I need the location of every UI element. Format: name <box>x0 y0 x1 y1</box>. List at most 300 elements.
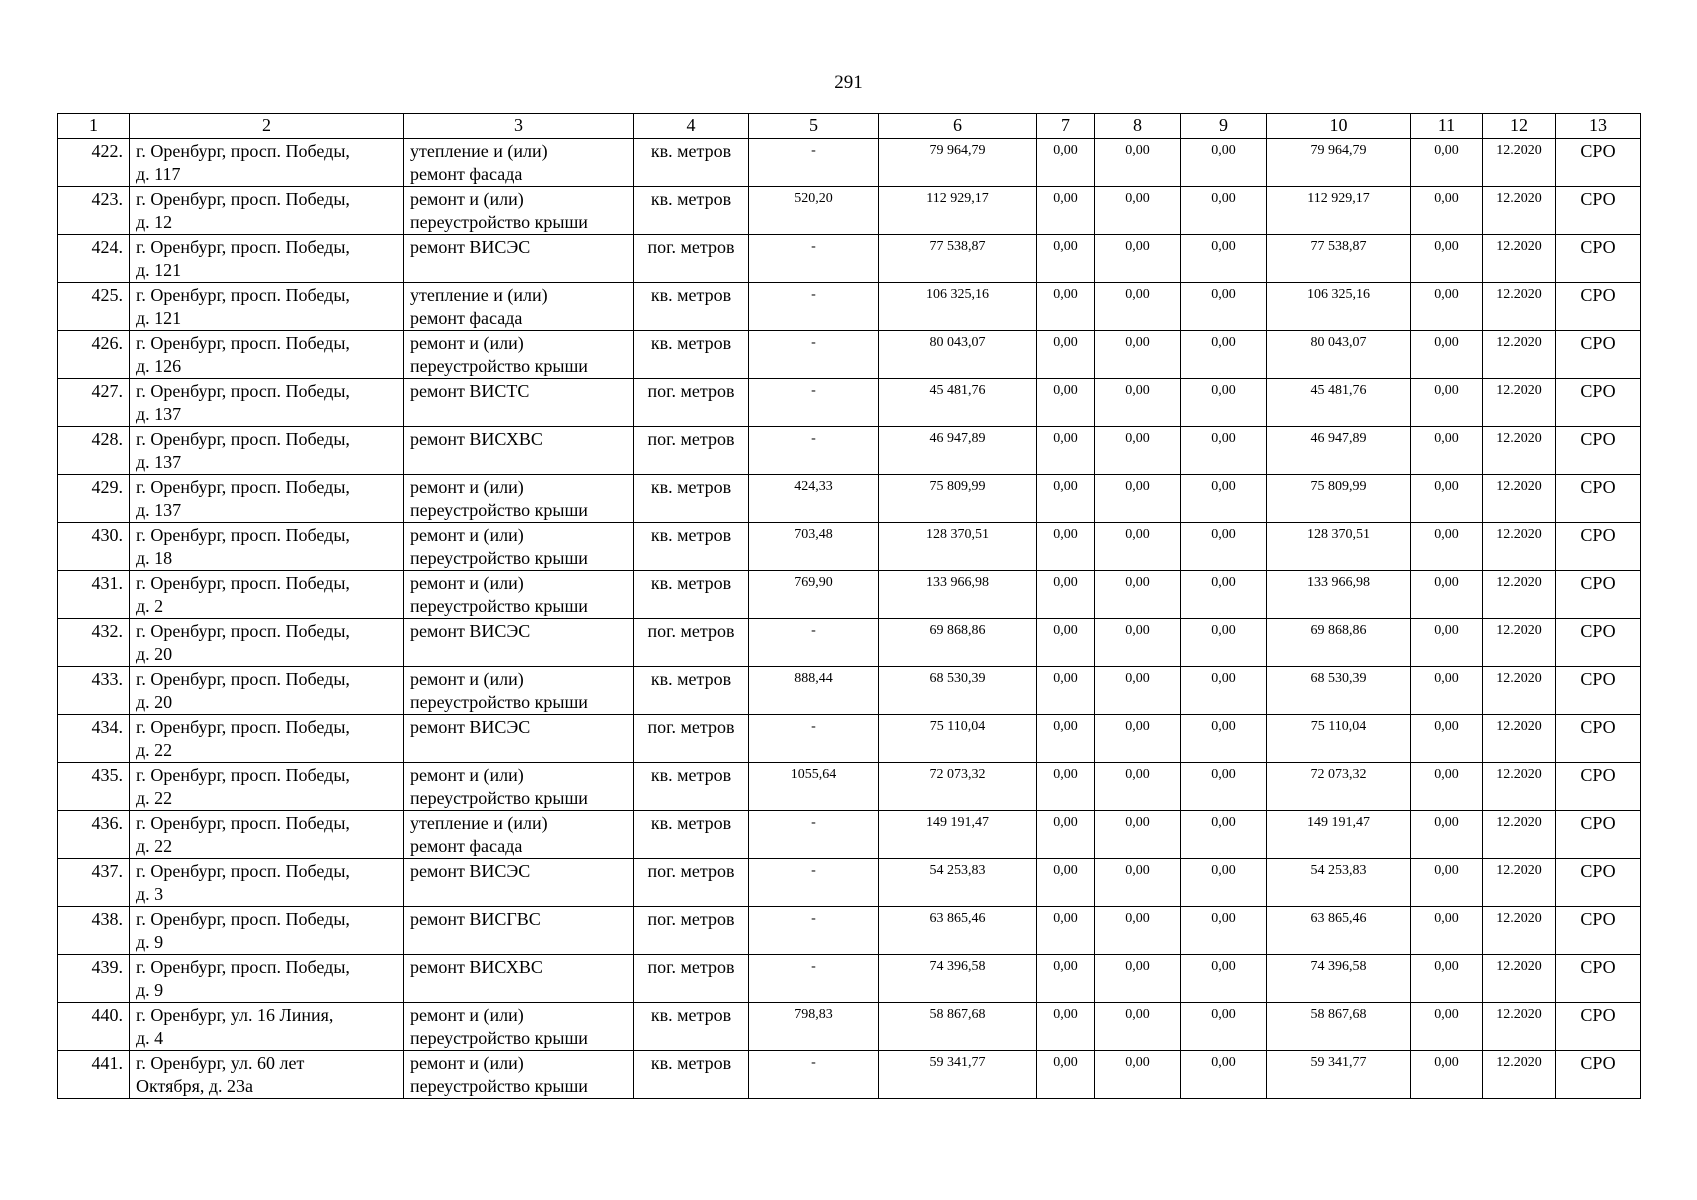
fund-col7-cell: 0,00 <box>1037 379 1095 427</box>
work-type-line: утепление и (или) <box>410 141 548 161</box>
fund-col11-cell: 0,00 <box>1411 667 1483 715</box>
column-header-10: 10 <box>1267 114 1411 139</box>
fund-col8-cell: 0,00 <box>1095 139 1181 187</box>
completion-date-cell: 12.2020 <box>1483 331 1556 379</box>
work-type-line: переустройство крыши <box>410 500 588 520</box>
unit-cell: кв. метров <box>634 187 749 235</box>
address-line: г. Оренбург, просп. Победы, <box>136 189 350 209</box>
address-line: д. 121 <box>136 308 182 328</box>
fund-col11-cell: 0,00 <box>1411 475 1483 523</box>
cost-total-cell: 75 809,99 <box>879 475 1037 523</box>
completion-date-cell: 12.2020 <box>1483 667 1556 715</box>
fund-col8-cell: 0,00 <box>1095 619 1181 667</box>
fund-col8-cell: 0,00 <box>1095 811 1181 859</box>
fund-col11-cell: 0,00 <box>1411 763 1483 811</box>
fund-col8-cell: 0,00 <box>1095 475 1181 523</box>
table-row <box>58 379 1641 427</box>
work-type-cell <box>404 619 634 667</box>
column-header-2: 2 <box>130 114 404 139</box>
method-cell: СРО <box>1556 235 1641 283</box>
address-cell <box>130 571 404 619</box>
method-cell: СРО <box>1556 427 1641 475</box>
owners-funds-cell: 149 191,47 <box>1267 811 1411 859</box>
volume-cell: - <box>749 859 879 907</box>
row-number: 435. <box>58 763 130 811</box>
volume-cell: - <box>749 235 879 283</box>
fund-col8-cell: 0,00 <box>1095 907 1181 955</box>
row-number: 426. <box>58 331 130 379</box>
table-row <box>58 763 1641 811</box>
fund-col9-cell: 0,00 <box>1181 235 1267 283</box>
completion-date-cell: 12.2020 <box>1483 379 1556 427</box>
fund-col8-cell: 0,00 <box>1095 427 1181 475</box>
cost-total-cell: 46 947,89 <box>879 427 1037 475</box>
work-type-cell <box>404 667 634 715</box>
owners-funds-cell: 54 253,83 <box>1267 859 1411 907</box>
completion-date-cell: 12.2020 <box>1483 1003 1556 1051</box>
work-type-line: ремонт ВИСТС <box>410 381 530 401</box>
work-type-cell <box>404 571 634 619</box>
address-line: г. Оренбург, просп. Победы, <box>136 861 350 881</box>
address-line: д. 22 <box>136 788 173 808</box>
cost-total-cell: 77 538,87 <box>879 235 1037 283</box>
address-line: д. 4 <box>136 1028 164 1048</box>
work-type-line: переустройство крыши <box>410 1028 588 1048</box>
address-cell <box>130 475 404 523</box>
cost-total-cell: 69 868,86 <box>879 619 1037 667</box>
work-type-line: переустройство крыши <box>410 1076 588 1096</box>
fund-col11-cell: 0,00 <box>1411 427 1483 475</box>
fund-col8-cell: 0,00 <box>1095 187 1181 235</box>
address-cell <box>130 523 404 571</box>
work-type-cell <box>404 523 634 571</box>
cost-total-cell: 133 966,98 <box>879 571 1037 619</box>
address-cell <box>130 907 404 955</box>
work-type-line: переустройство крыши <box>410 596 588 616</box>
work-type-line: переустройство крыши <box>410 212 588 232</box>
volume-cell: - <box>749 715 879 763</box>
table-row <box>58 1051 1641 1099</box>
work-type-cell <box>404 427 634 475</box>
volume-cell: 888,44 <box>749 667 879 715</box>
work-type-cell <box>404 475 634 523</box>
completion-date-cell: 12.2020 <box>1483 763 1556 811</box>
fund-col9-cell: 0,00 <box>1181 907 1267 955</box>
column-number-row <box>58 114 1641 139</box>
fund-col7-cell: 0,00 <box>1037 427 1095 475</box>
fund-col8-cell: 0,00 <box>1095 955 1181 1003</box>
unit-cell: кв. метров <box>634 763 749 811</box>
completion-date-cell: 12.2020 <box>1483 715 1556 763</box>
row-number: 431. <box>58 571 130 619</box>
row-number: 430. <box>58 523 130 571</box>
work-type-line: ремонт ВИСГВС <box>410 909 541 929</box>
cost-total-cell: 45 481,76 <box>879 379 1037 427</box>
address-cell <box>130 955 404 1003</box>
unit-cell: кв. метров <box>634 139 749 187</box>
completion-date-cell: 12.2020 <box>1483 139 1556 187</box>
completion-date-cell: 12.2020 <box>1483 955 1556 1003</box>
fund-col9-cell: 0,00 <box>1181 427 1267 475</box>
row-number: 428. <box>58 427 130 475</box>
unit-cell: пог. метров <box>634 907 749 955</box>
fund-col11-cell: 0,00 <box>1411 859 1483 907</box>
cost-total-cell: 75 110,04 <box>879 715 1037 763</box>
work-type-cell <box>404 1051 634 1099</box>
work-type-cell <box>404 907 634 955</box>
fund-col11-cell: 0,00 <box>1411 283 1483 331</box>
address-line: г. Оренбург, просп. Победы, <box>136 237 350 257</box>
row-number: 423. <box>58 187 130 235</box>
work-type-cell <box>404 1003 634 1051</box>
table-row <box>58 619 1641 667</box>
address-cell <box>130 1003 404 1051</box>
fund-col8-cell: 0,00 <box>1095 331 1181 379</box>
fund-col8-cell: 0,00 <box>1095 715 1181 763</box>
address-line: д. 137 <box>136 452 182 472</box>
column-header-12: 12 <box>1483 114 1556 139</box>
column-header-7: 7 <box>1037 114 1095 139</box>
completion-date-cell: 12.2020 <box>1483 235 1556 283</box>
unit-cell: кв. метров <box>634 475 749 523</box>
fund-col11-cell: 0,00 <box>1411 379 1483 427</box>
unit-cell: кв. метров <box>634 667 749 715</box>
volume-cell: - <box>749 379 879 427</box>
volume-cell: 1055,64 <box>749 763 879 811</box>
address-line: г. Оренбург, просп. Победы, <box>136 333 350 353</box>
row-number: 424. <box>58 235 130 283</box>
fund-col7-cell: 0,00 <box>1037 331 1095 379</box>
fund-col8-cell: 0,00 <box>1095 523 1181 571</box>
fund-col9-cell: 0,00 <box>1181 523 1267 571</box>
work-type-line: переустройство крыши <box>410 692 588 712</box>
address-cell <box>130 187 404 235</box>
table-row <box>58 907 1641 955</box>
address-line: д. 126 <box>136 356 182 376</box>
work-type-line: ремонт фасада <box>410 836 523 856</box>
volume-cell: - <box>749 955 879 1003</box>
row-number: 432. <box>58 619 130 667</box>
fund-col7-cell: 0,00 <box>1037 859 1095 907</box>
fund-col9-cell: 0,00 <box>1181 475 1267 523</box>
fund-col7-cell: 0,00 <box>1037 475 1095 523</box>
work-type-line: ремонт и (или) <box>410 477 524 497</box>
work-type-cell <box>404 763 634 811</box>
volume-cell: - <box>749 1051 879 1099</box>
method-cell: СРО <box>1556 283 1641 331</box>
address-cell <box>130 331 404 379</box>
address-line: д. 117 <box>136 164 181 184</box>
work-type-line: ремонт фасада <box>410 164 523 184</box>
address-line: г. Оренбург, просп. Победы, <box>136 909 350 929</box>
owners-funds-cell: 69 868,86 <box>1267 619 1411 667</box>
address-line: д. 9 <box>136 932 164 952</box>
cost-total-cell: 63 865,46 <box>879 907 1037 955</box>
address-line: г. Оренбург, просп. Победы, <box>136 669 350 689</box>
completion-date-cell: 12.2020 <box>1483 427 1556 475</box>
unit-cell: кв. метров <box>634 571 749 619</box>
fund-col11-cell: 0,00 <box>1411 571 1483 619</box>
column-header-6: 6 <box>879 114 1037 139</box>
unit-cell: пог. метров <box>634 619 749 667</box>
owners-funds-cell: 75 809,99 <box>1267 475 1411 523</box>
completion-date-cell: 12.2020 <box>1483 907 1556 955</box>
fund-col9-cell: 0,00 <box>1181 619 1267 667</box>
fund-col7-cell: 0,00 <box>1037 235 1095 283</box>
work-type-line: ремонт ВИСХВС <box>410 957 543 977</box>
method-cell: СРО <box>1556 139 1641 187</box>
work-type-line: ремонт и (или) <box>410 765 524 785</box>
fund-col11-cell: 0,00 <box>1411 715 1483 763</box>
owners-funds-cell: 46 947,89 <box>1267 427 1411 475</box>
cost-total-cell: 72 073,32 <box>879 763 1037 811</box>
address-cell <box>130 811 404 859</box>
table-row <box>58 1003 1641 1051</box>
table-body <box>58 139 1641 1099</box>
work-type-cell <box>404 187 634 235</box>
fund-col11-cell: 0,00 <box>1411 139 1483 187</box>
fund-col8-cell: 0,00 <box>1095 667 1181 715</box>
fund-col9-cell: 0,00 <box>1181 379 1267 427</box>
owners-funds-cell: 72 073,32 <box>1267 763 1411 811</box>
fund-col7-cell: 0,00 <box>1037 811 1095 859</box>
fund-col7-cell: 0,00 <box>1037 139 1095 187</box>
column-header-8: 8 <box>1095 114 1181 139</box>
fund-col9-cell: 0,00 <box>1181 187 1267 235</box>
volume-cell: 769,90 <box>749 571 879 619</box>
unit-cell: кв. метров <box>634 1003 749 1051</box>
owners-funds-cell: 59 341,77 <box>1267 1051 1411 1099</box>
volume-cell: - <box>749 331 879 379</box>
method-cell: СРО <box>1556 523 1641 571</box>
owners-funds-cell: 128 370,51 <box>1267 523 1411 571</box>
fund-col9-cell: 0,00 <box>1181 763 1267 811</box>
fund-col11-cell: 0,00 <box>1411 619 1483 667</box>
column-header-3: 3 <box>404 114 634 139</box>
volume-cell: - <box>749 619 879 667</box>
unit-cell: пог. метров <box>634 955 749 1003</box>
fund-col7-cell: 0,00 <box>1037 1003 1095 1051</box>
address-line: г. Оренбург, просп. Победы, <box>136 477 350 497</box>
completion-date-cell: 12.2020 <box>1483 619 1556 667</box>
owners-funds-cell: 106 325,16 <box>1267 283 1411 331</box>
address-line: д. 2 <box>136 596 164 616</box>
fund-col7-cell: 0,00 <box>1037 763 1095 811</box>
unit-cell: пог. метров <box>634 235 749 283</box>
fund-col8-cell: 0,00 <box>1095 1051 1181 1099</box>
work-type-line: ремонт ВИСЭС <box>410 717 531 737</box>
table-row <box>58 331 1641 379</box>
volume-cell: 798,83 <box>749 1003 879 1051</box>
works-register-table <box>57 113 1641 1099</box>
fund-col7-cell: 0,00 <box>1037 523 1095 571</box>
fund-col9-cell: 0,00 <box>1181 955 1267 1003</box>
address-line: д. 121 <box>136 260 182 280</box>
work-type-line: ремонт и (или) <box>410 525 524 545</box>
work-type-line: утепление и (или) <box>410 813 548 833</box>
method-cell: СРО <box>1556 667 1641 715</box>
fund-col8-cell: 0,00 <box>1095 571 1181 619</box>
unit-cell: кв. метров <box>634 1051 749 1099</box>
address-line: г. Оренбург, просп. Победы, <box>136 717 350 737</box>
fund-col7-cell: 0,00 <box>1037 283 1095 331</box>
row-number: 425. <box>58 283 130 331</box>
address-line: г. Оренбург, просп. Победы, <box>136 813 350 833</box>
unit-cell: кв. метров <box>634 523 749 571</box>
fund-col11-cell: 0,00 <box>1411 955 1483 1003</box>
work-type-line: ремонт и (или) <box>410 1005 524 1025</box>
work-type-cell <box>404 955 634 1003</box>
column-header-11: 11 <box>1411 114 1483 139</box>
column-header-5: 5 <box>749 114 879 139</box>
owners-funds-cell: 58 867,68 <box>1267 1003 1411 1051</box>
fund-col11-cell: 0,00 <box>1411 811 1483 859</box>
fund-col9-cell: 0,00 <box>1181 331 1267 379</box>
address-cell <box>130 667 404 715</box>
method-cell: СРО <box>1556 907 1641 955</box>
fund-col9-cell: 0,00 <box>1181 811 1267 859</box>
table-row <box>58 283 1641 331</box>
unit-cell: кв. метров <box>634 811 749 859</box>
fund-col11-cell: 0,00 <box>1411 1003 1483 1051</box>
completion-date-cell: 12.2020 <box>1483 475 1556 523</box>
fund-col8-cell: 0,00 <box>1095 235 1181 283</box>
fund-col9-cell: 0,00 <box>1181 859 1267 907</box>
unit-cell: пог. метров <box>634 715 749 763</box>
method-cell: СРО <box>1556 619 1641 667</box>
work-type-line: утепление и (или) <box>410 285 548 305</box>
address-line: г. Оренбург, просп. Победы, <box>136 765 350 785</box>
unit-cell: пог. метров <box>634 427 749 475</box>
unit-cell: пог. метров <box>634 379 749 427</box>
completion-date-cell: 12.2020 <box>1483 523 1556 571</box>
method-cell: СРО <box>1556 379 1641 427</box>
address-cell <box>130 715 404 763</box>
row-number: 440. <box>58 1003 130 1051</box>
method-cell: СРО <box>1556 1003 1641 1051</box>
work-type-line: ремонт ВИСЭС <box>410 861 531 881</box>
fund-col11-cell: 0,00 <box>1411 523 1483 571</box>
work-type-cell <box>404 235 634 283</box>
volume-cell: 520,20 <box>749 187 879 235</box>
owners-funds-cell: 112 929,17 <box>1267 187 1411 235</box>
table-row <box>58 427 1641 475</box>
address-line: г. Оренбург, просп. Победы, <box>136 285 350 305</box>
cost-total-cell: 80 043,07 <box>879 331 1037 379</box>
row-number: 429. <box>58 475 130 523</box>
fund-col8-cell: 0,00 <box>1095 1003 1181 1051</box>
fund-col7-cell: 0,00 <box>1037 715 1095 763</box>
address-line: Октября, д. 23а <box>136 1076 253 1096</box>
address-line: д. 137 <box>136 500 182 520</box>
row-number: 427. <box>58 379 130 427</box>
owners-funds-cell: 68 530,39 <box>1267 667 1411 715</box>
volume-cell: - <box>749 811 879 859</box>
address-cell <box>130 619 404 667</box>
cost-total-cell: 54 253,83 <box>879 859 1037 907</box>
method-cell: СРО <box>1556 571 1641 619</box>
table-row <box>58 235 1641 283</box>
column-header-13: 13 <box>1556 114 1641 139</box>
column-header-4: 4 <box>634 114 749 139</box>
owners-funds-cell: 80 043,07 <box>1267 331 1411 379</box>
volume-cell: 424,33 <box>749 475 879 523</box>
row-number: 441. <box>58 1051 130 1099</box>
fund-col7-cell: 0,00 <box>1037 907 1095 955</box>
table-row <box>58 571 1641 619</box>
work-type-cell <box>404 859 634 907</box>
fund-col7-cell: 0,00 <box>1037 955 1095 1003</box>
address-line: д. 22 <box>136 740 173 760</box>
address-cell <box>130 1051 404 1099</box>
fund-col7-cell: 0,00 <box>1037 187 1095 235</box>
table-row <box>58 187 1641 235</box>
method-cell: СРО <box>1556 1051 1641 1099</box>
address-line: г. Оренбург, ул. 60 лет <box>136 1053 305 1073</box>
cost-total-cell: 58 867,68 <box>879 1003 1037 1051</box>
fund-col7-cell: 0,00 <box>1037 619 1095 667</box>
method-cell: СРО <box>1556 763 1641 811</box>
table-row <box>58 523 1641 571</box>
work-type-line: переустройство крыши <box>410 788 588 808</box>
cost-total-cell: 149 191,47 <box>879 811 1037 859</box>
address-line: д. 18 <box>136 548 173 568</box>
fund-col9-cell: 0,00 <box>1181 1003 1267 1051</box>
work-type-line: переустройство крыши <box>410 548 588 568</box>
cost-total-cell: 106 325,16 <box>879 283 1037 331</box>
method-cell: СРО <box>1556 187 1641 235</box>
volume-cell: - <box>749 427 879 475</box>
row-number: 422. <box>58 139 130 187</box>
volume-cell: 703,48 <box>749 523 879 571</box>
method-cell: СРО <box>1556 475 1641 523</box>
address-line: г. Оренбург, ул. 16 Линия, <box>136 1005 334 1025</box>
address-cell <box>130 235 404 283</box>
work-type-line: переустройство крыши <box>410 356 588 376</box>
completion-date-cell: 12.2020 <box>1483 811 1556 859</box>
cost-total-cell: 74 396,58 <box>879 955 1037 1003</box>
address-line: д. 3 <box>136 884 164 904</box>
work-type-cell <box>404 715 634 763</box>
owners-funds-cell: 133 966,98 <box>1267 571 1411 619</box>
fund-col11-cell: 0,00 <box>1411 235 1483 283</box>
address-line: г. Оренбург, просп. Победы, <box>136 573 350 593</box>
cost-total-cell: 112 929,17 <box>879 187 1037 235</box>
fund-col9-cell: 0,00 <box>1181 715 1267 763</box>
unit-cell: кв. метров <box>634 283 749 331</box>
address-line: г. Оренбург, просп. Победы, <box>136 381 350 401</box>
method-cell: СРО <box>1556 331 1641 379</box>
completion-date-cell: 12.2020 <box>1483 571 1556 619</box>
work-type-line: ремонт и (или) <box>410 1053 524 1073</box>
work-type-cell <box>404 811 634 859</box>
fund-col8-cell: 0,00 <box>1095 283 1181 331</box>
work-type-line: ремонт фасада <box>410 308 523 328</box>
fund-col8-cell: 0,00 <box>1095 379 1181 427</box>
work-type-line: ремонт и (или) <box>410 333 524 353</box>
address-line: д. 12 <box>136 212 173 232</box>
address-cell <box>130 283 404 331</box>
fund-col7-cell: 0,00 <box>1037 667 1095 715</box>
work-type-cell <box>404 331 634 379</box>
row-number: 433. <box>58 667 130 715</box>
volume-cell: - <box>749 283 879 331</box>
cost-total-cell: 79 964,79 <box>879 139 1037 187</box>
work-type-line: ремонт и (или) <box>410 189 524 209</box>
address-cell <box>130 763 404 811</box>
row-number: 436. <box>58 811 130 859</box>
address-line: д. 22 <box>136 836 173 856</box>
